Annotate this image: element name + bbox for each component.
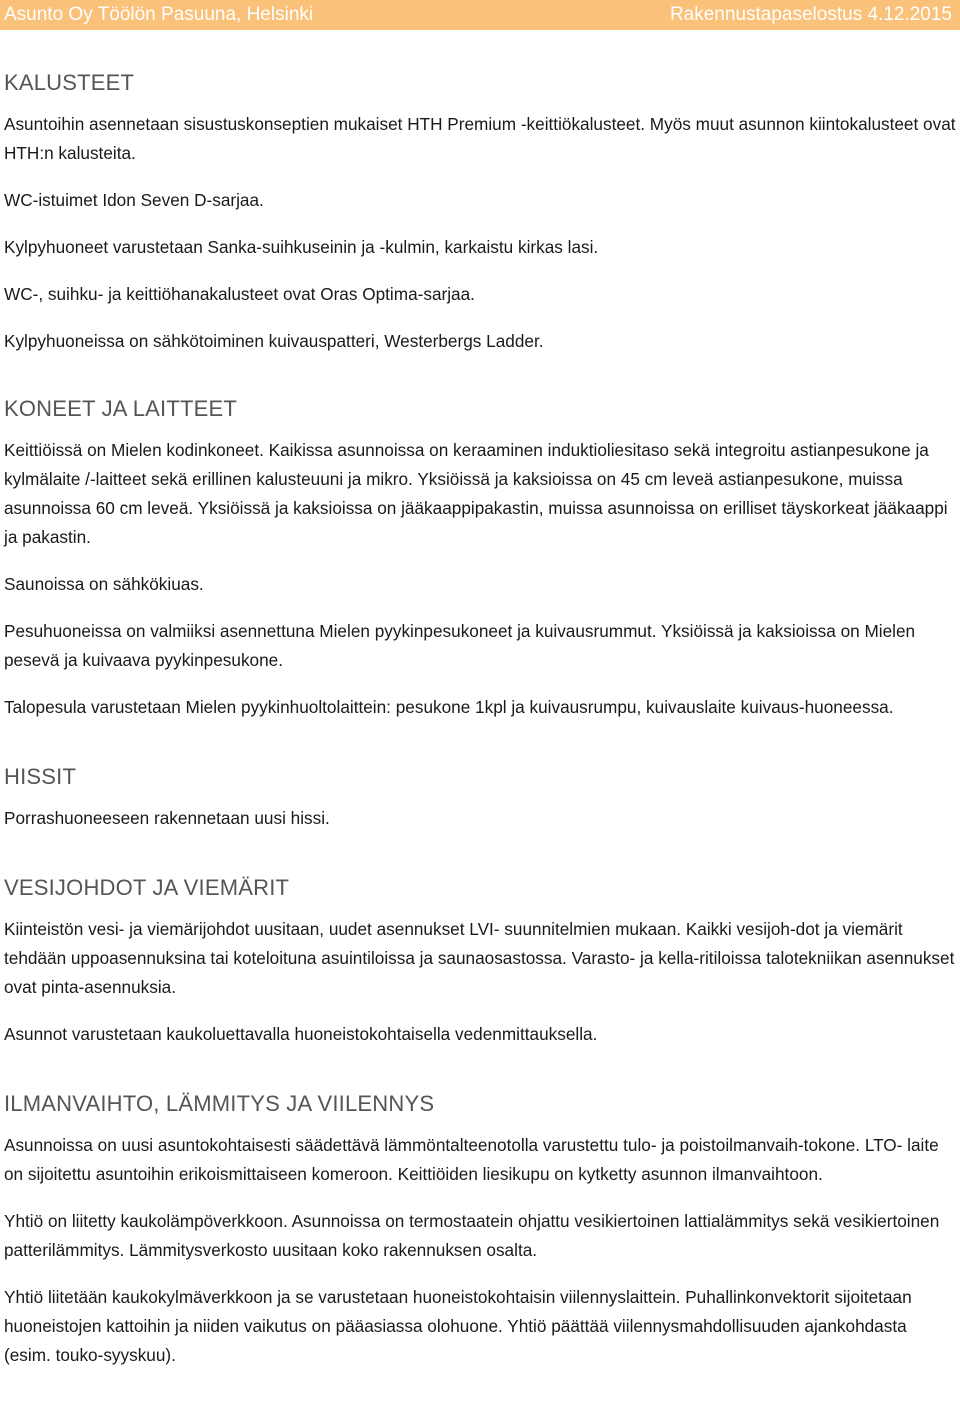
paragraph: WC-, suihku- ja keittiöhanakalusteet ovat Oras Optima-sarjaa. — [4, 284, 475, 304]
section-kalusteet — [4, 70, 958, 356]
document-body — [4, 70, 958, 1370]
section-vesijohdot-ja-viemarit — [4, 875, 958, 1049]
section-heading: VESIJOHDOT JA VIEMÄRIT — [4, 875, 290, 900]
paragraph: Keittiöissä on Mielen kodinkoneet. Kaikissa asunnoissa on keraaminen induktioliesitaso sekä integroitu astianpesukone ja kylmälaite /-laitteet sekä erillinen kalusteuuni ja mikro. Yksiöissä ja kaksioissa on 45 cm leveä astianpesukone, muissa asunnoissa 60 cm leveä. Yksiöissä ja kaksioissa on jääkaappipakastin, muissa asunnoissa on erilliset täyskorkeat jääkaappi ja pakastin. — [4, 440, 948, 547]
paragraph: Asuntoihin asennetaan sisustuskonseptien mukaiset HTH Premium -keittiökalusteet. Myös muut asunnon kiintokalusteet ovat HTH:n kalusteita. — [4, 114, 956, 163]
section-heading: KALUSTEET — [4, 70, 135, 95]
paragraph: Yhtiö on liitetty kaukolämpöverkkoon. Asunnoissa on termostaatein ohjattu vesikiertoinen lattialämmitys sekä vesikiertoinen patterilämmitys. Lämmitysverkosto uusitaan koko rakennuksen osalta. — [4, 1211, 940, 1260]
paragraph: Pesuhuoneissa on valmiiksi asennettuna Mielen pyykinpesukoneet ja kuivausrummut. Yksiöissä ja kaksioissa on Mielen pesevä ja kuivaava pyykinpesukone. — [4, 621, 916, 670]
paragraph: Kylpyhuoneissa on sähkötoiminen kuivauspatteri, Westerbergs Ladder. — [4, 331, 544, 351]
paragraph: Asunnoissa on uusi asuntokohtaisesti säädettävä lämmöntalteenotolla varustettu tulo- ja poistoilmanvaih-tokone. LTO- laite on sijoitettu asuntoihin erikoismittaiseen komeroon. Keittiöiden liesikupu on kytketty asunnon ilmanvaihtoon. — [4, 1135, 939, 1184]
paragraph: WC-istuimet Idon Seven D-sarjaa. — [4, 190, 264, 210]
section-hissit — [4, 764, 958, 833]
paragraph: Talopesula varustetaan Mielen pyykinhuoltolaittein: pesukone 1kpl ja kuivausrumpu, kuivauslaite kuivaus-huoneessa. — [4, 697, 894, 717]
paragraph: Asunnot varustetaan kaukoluettavalla huoneistokohtaisella vedenmittauksella. — [4, 1024, 598, 1044]
section-heading: ILMANVAIHTO, LÄMMITYS JA VIILENNYS — [4, 1091, 435, 1116]
header-title: Asunto Oy Töölön Pasuuna, Helsinki — [4, 4, 314, 25]
section-heading: HISSIT — [4, 764, 77, 789]
section-ilmanvaihto — [4, 1091, 958, 1370]
section-koneet-ja-laitteet — [4, 396, 958, 722]
paragraph: Yhtiö liitetään kaukokylmäverkkoon ja se varustetaan huoneistokohtaisin viilennyslaittein. Puhallinkonvektorit sijoitetaan huoneistojen kattoihin ja niiden vaikutus on pääasiassa olohuone. Yhtiö päättää viilennysmahdollisuuden ajankohdasta (esim. touko-syyskuu). — [4, 1287, 912, 1365]
header-document-date: Rakennustapaselostus 4.12.2015 — [669, 4, 952, 25]
paragraph: Saunoissa on sähkökiuas. — [4, 574, 204, 594]
paragraph: Kiinteistön vesi- ja viemärijohdot uusitaan, uudet asennukset LVI- suunnitelmien mukaan. Kaikki vesijoh-dot ja viemärit tehdään uppoasennuksina tai koteloituna asuintiloissa ja saunaosastossa. Varasto- ja kella-ritiloissa talotekniikan asennukset ovat pinta-asennuksia. — [4, 919, 955, 997]
section-heading: KONEET JA LAITTEET — [4, 396, 238, 421]
paragraph: Porrashuoneeseen rakennetaan uusi hissi. — [4, 808, 330, 828]
paragraph: Kylpyhuoneet varustetaan Sanka-suihkuseinin ja -kulmin, karkaistu kirkas lasi. — [4, 237, 599, 257]
page-header — [0, 0, 960, 30]
